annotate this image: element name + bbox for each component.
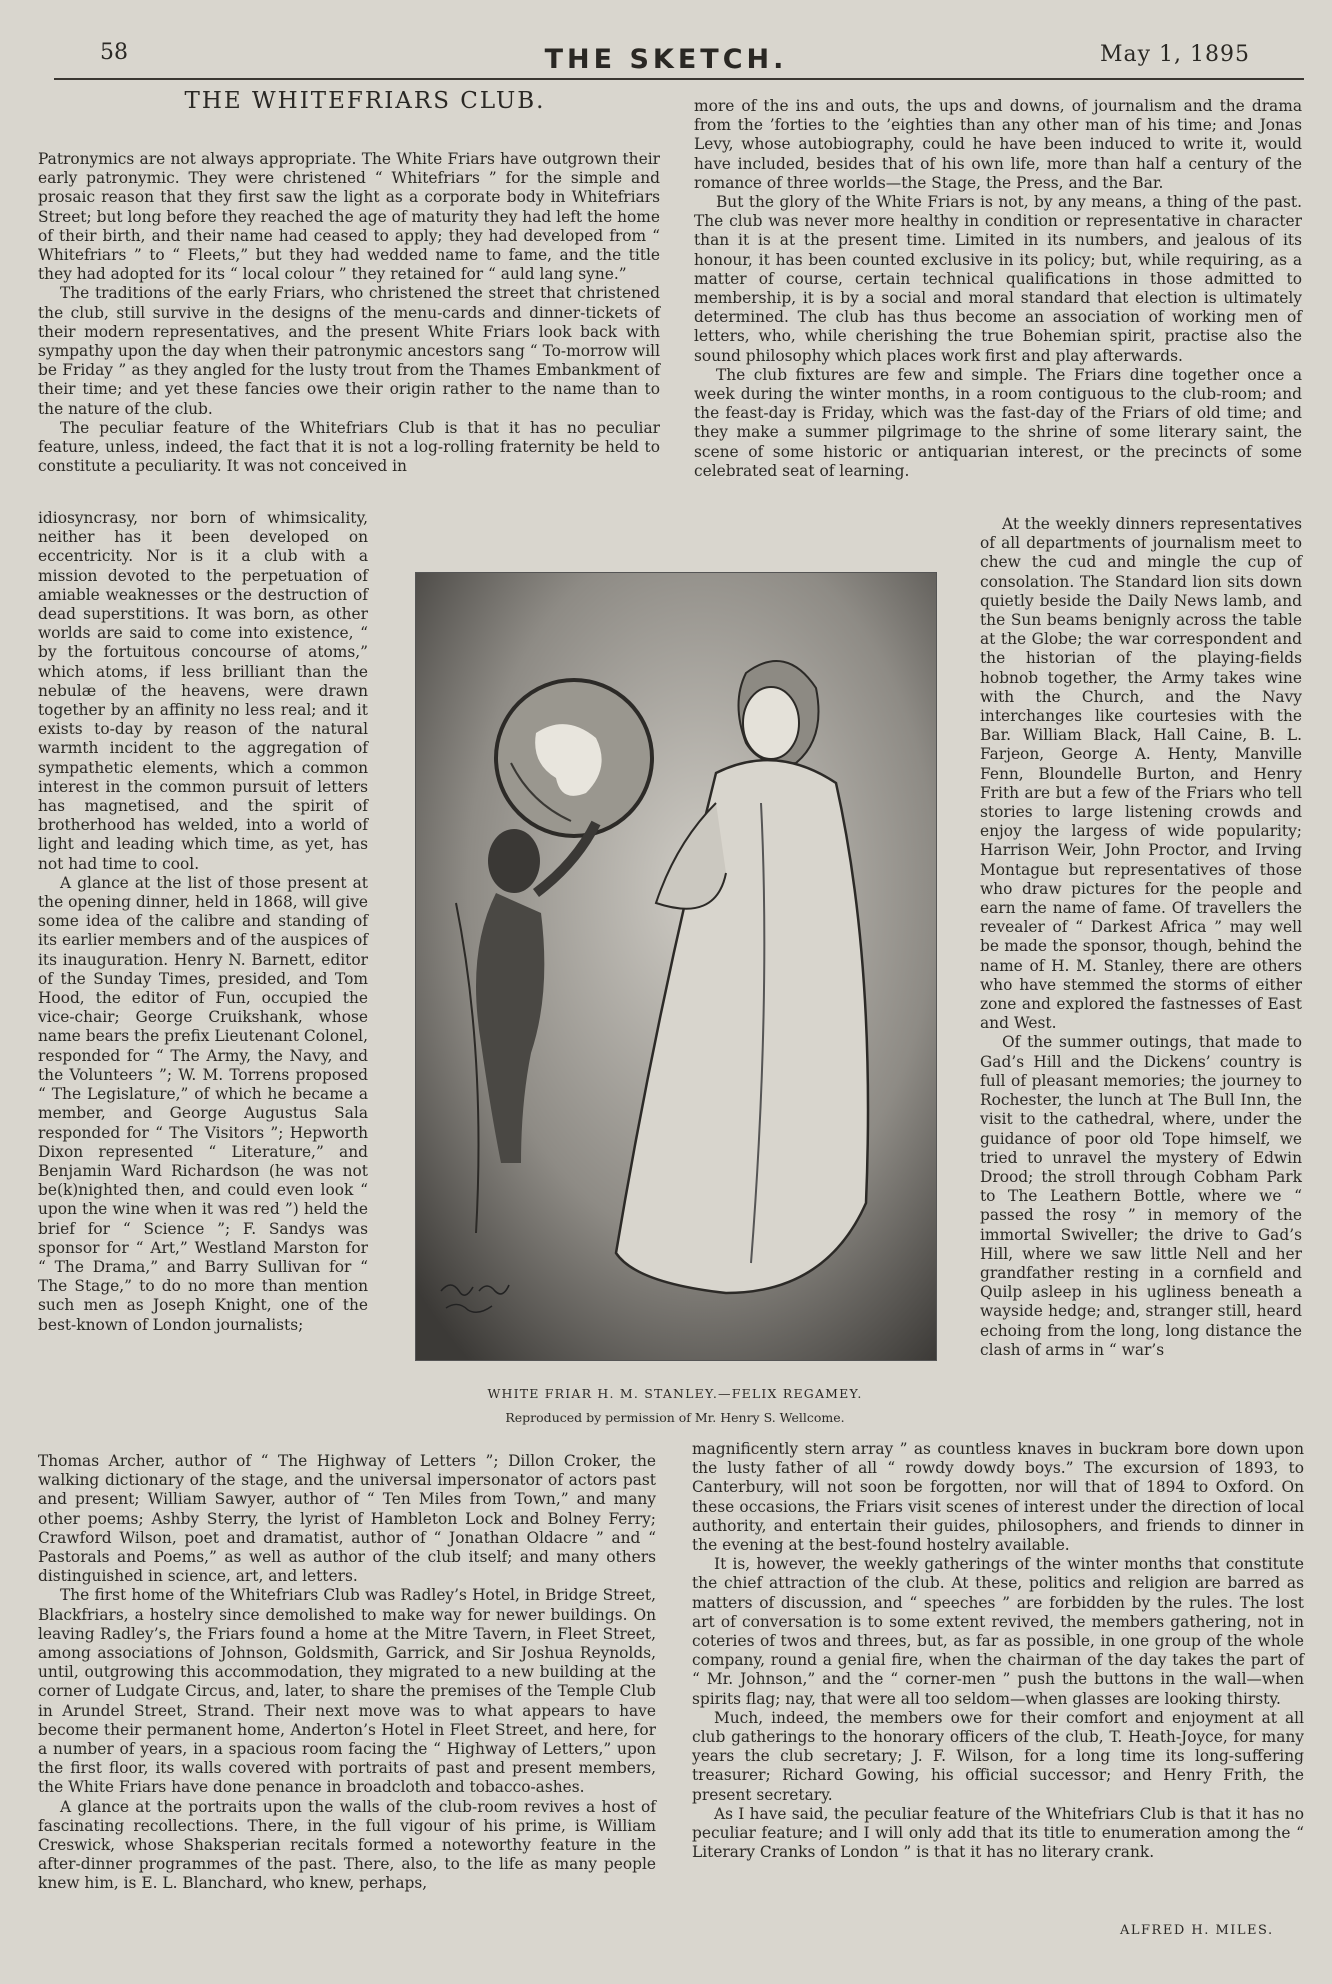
left-column-narrow: [38, 509, 368, 1335]
issue-date: May 1, 1895: [1099, 42, 1250, 67]
paragraph: As I have said, the peculiar feature of the Whitefriars Club is that it has no peculiar feature; and I will only add that its title to enumeration among the “ Literary Cranks of London ” is that it has no literary crank.: [692, 1804, 1304, 1862]
paragraph: The club fixtures are few and simple. The Friars dine together once a week during the winter months, in a room contiguous to the club-room; and the feast-day is Friday, which was the fast-day of the Friars of old time; and they make a summer pilgrimage to the shrine of some literary saint, the scene of some historic or antiquarian interest, or the precincts of some celebrated seat of learning.: [694, 365, 1302, 480]
article-title: THE WHITEFRIARS CLUB.: [184, 88, 546, 114]
paragraph: The peculiar feature of the Whitefriars Club is that it has no peculiar feature, unless, indeed, the fact that it is not a log-rolling fraternity be held to constitute a peculiarity. It was not conceived in: [38, 418, 660, 476]
globe-drawing: [496, 680, 652, 836]
right-column-top: [694, 97, 1302, 481]
paragraph: It is, however, the weekly gatherings of the winter months that constitute the chief attraction of the club. At these, politics and religion are barred as matters of discussion, and “ speeches ” are forbidden by the rules. The lost art of conversation is to some extent revived, the members gathering, not in coteries of twos and threes, but, as far as possible, in one group of the whole company, round a genial fire, when the chairman of the day takes the part of “ Mr. Johnson,” and the “ corner-men ” push the buttons in the wall—when spirits flag; nay, that were all too seldom—when glasses are looking thirsty.: [692, 1555, 1304, 1708]
paragraph: more of the ins and outs, the ups and downs, of journalism and the drama from the ’forties to the ’eighties than any other man of his time; and Jonas Levy, whose autobiography, could he have been induced to write it, would have included, besides that of his own life, more than half a century of the romance of three worlds—the Stage, the Press, and the Bar.: [694, 97, 1302, 192]
paragraph: Patronymics are not always appropriate. The White Friars have outgrown their early patronymic. They were christened “ Whitefriars ” for the simple and prosaic reason that they first saw the light as a corporate body in Whitefriars Street; but long before they reached the age of maturity they had left the home of their birth, and their name had ceased to apply; they had developed from “ Whitefriars ” to “ Fleets,” but they had wedded name to fame, and the title they had adopted for its “ local colour ” they retained for “ auld lang syne.”: [38, 150, 660, 284]
right-column-bottom: [692, 1440, 1304, 1862]
paragraph: Of the summer outings, that made to Gad’s Hill and the Dickens’ country is full of pleasant memories; the journey to Rochester, the lunch at The Bull Inn, the visit to the cathedral, where, under the guidance of poor old Tope himself, we tried to unravel the mystery of Edwin Drood; the stroll through Cobham Park to The Leathern Bottle, where we “ passed the rosy ” in memory of the immortal Swiveller; the drive to Gad’s Hill, where we saw little Nell and her grandfather resting in a cornfield and Quilp asleep in his ugliness beneath a wayside hedge; and, stranger still, heard echoing from the long, long distance the clash of arms in “ war’s: [980, 1033, 1302, 1359]
paragraph: Much, indeed, the members owe for their comfort and enjoyment at all club gatherings to the honorary officers of the club, T. Heath-Joyce, for many years the club secretary; J. F. Wilson, for a long time its long-suffering treasurer; Richard Gowing, his official successor; and Henry Frith, the present secretary.: [692, 1708, 1304, 1804]
author-signature: ALFRED H. MILES.: [1120, 1923, 1274, 1938]
paragraph: The traditions of the early Friars, who christened the street that christened the club, still survive in the designs of the menu-cards and dinner-tickets of their modern representatives, and the present White Friars look back with sympathy upon the day when their patronymic ancestors sang “ To-morrow will be Friday ” as they angled for the lusty trout from the Thames Embankment of their time; and yet these fancies owe their origin rather to the name than to the nature of the club.: [38, 284, 660, 418]
paragraph: But the glory of the White Friars is not, by any means, a thing of the past. The club was never more healthy in condition or representative in character than it is at the present time. Limited in its numbers, and jealous of its honour, it has been counted exclusive in its policy; but, while requiring, as a matter of course, certain technical qualifications in those admitted to membership, it is by a social and moral standard that election is ultimately determined. The club has thus become an association of working men of letters, who, while cherishing the true Bohemian spirit, practise also the sound philosophy which places work first and play afterwards.: [694, 193, 1302, 365]
page-number: 58: [100, 40, 128, 65]
paragraph: A glance at the list of those present at the opening dinner, held in 1868, will give some idea of the calibre and standing of its earlier members and of the auspices of its inauguration. Henry N. Barnett, editor of the Sunday Times, presided, and Tom Hood, the editor of Fun, occupied the vice-chair; George Cruikshank, whose name bears the prefix Lieutenant Colonel, responded for “ The Army, the Navy, and the Volunteers ”; W. M. Torrens proposed “ The Legislature,” of which he became a member, and George Augustus Sala responded for “ The Visitors ”; Hepworth Dixon represented “ Literature,” and Benjamin Ward Richardson (he was not be(k)nighted then, and could even look “ upon the wine when it was red ”) held the brief for “ Science ”; F. Sandys was sponsor for “ Art,” Westland Marston for “ The Drama,” and Barry Sullivan for “ The Stage,” to do no more than mention such men as Joseph Knight, one of the best-known of London journalists;: [38, 873, 368, 1334]
illustration: [415, 572, 937, 1361]
paragraph: The first home of the Whitefriars Club was Radley’s Hotel, in Bridge Street, Blackfriars, a hostelry since demolished to make way for newer buildings. On leaving Radley’s, the Friars found a home at the Mitre Tavern, in Fleet Street, among associations of Johnson, Goldsmith, Garrick, and Sir Joshua Reynolds, until, outgrowing this accommodation, they migrated to a new building at the corner of Ludgate Circus, and, later, to share the premises of the Temple Club in Arundel Street, Strand. Their next move was to what appears to have become their permanent home, Anderton’s Hotel in Fleet Street, and here, for a number of years, in a spacious room facing the “ Highway of Letters,” upon the first floor, its walls covered with portraits of past and present members, the White Friars have done penance in broadcloth and tobacco-ashes.: [38, 1586, 656, 1797]
paragraph: A glance at the portraits upon the walls of the club-room revives a host of fascinating recollections. There, in the full vigour of his prime, is William Creswick, whose Shaksperian recitals formed a noteworthy feature in the after-dinner programmes of the past. There, also, to the life as many people knew him, is E. L. Blanchard, who knew, perhaps,: [38, 1797, 656, 1893]
left-column-top: [38, 150, 660, 476]
paragraph: magnificently stern array ” as countless knaves in buckram bore down upon the lusty father of all “ rowdy dowdy boys.” The excursion of 1893, to Canterbury, will not soon be forgotten, nor will that of 1894 to Oxford. On these occasions, the Friars visit scenes of interest under the direction of local authority, and entertain their guides, philosophers, and friends to dinner in the evening at the best-found hostelry available.: [692, 1440, 1304, 1555]
paragraph: Thomas Archer, author of “ The Highway of Letters ”; Dillon Croker, the walking dictionary of the stage, and the universal impersonator of actors past and present; William Sawyer, author of “ Ten Miles from Town,” and many other poems; Ashby Sterry, the lyrist of Hambleton Lock and Bolney Ferry; Crawford Wilson, poet and dramatist, author of “ Jonathan Oldacre ” and “ Pastorals and Poems,” as well as author of the club itself; and many others distinguished in science, art, and letters.: [38, 1452, 656, 1586]
illustration-drawing: [416, 573, 936, 1360]
header-rule: [54, 78, 1304, 80]
paragraph: At the weekly dinners representatives of all departments of journalism meet to chew the cud and mingle the cup of consolation. The Standard lion sits down quietly beside the Daily News lamb, and the Sun beams benignly across the table at the Globe; the war correspondent and the historian of the playing-fields hobnob together, the Army takes wine with the Church, and the Navy interchanges like courtesies with the Bar. William Black, Hall Caine, B. L. Farjeon, George A. Henty, Manville Fenn, Bloundelle Burton, and Henry Frith are but a few of the Friars who tell stories to large listening crowds and enjoy the largess of wide popularity; Harrison Weir, John Proctor, and Irving Montague but representatives of those who draw pictures for the people and earn the name of fame. Of travellers the revealer of “ Darkest Africa ” may well be made the sponsor, though, behind the name of H. M. Stanley, there are others who have stemmed the storms of either zone and explored the fastnesses of East and West.: [980, 515, 1302, 1033]
illustration-credit: Reproduced by permission of Mr. Henry S. Wellcome.: [505, 1410, 845, 1425]
left-column-bottom: [38, 1452, 656, 1894]
masthead: THE SKETCH.: [544, 44, 788, 75]
right-column-narrow: [980, 515, 1302, 1360]
paragraph: idiosyncrasy, nor born of whimsicality, neither has it been developed on eccentricity. Nor is it a club with a mission devoted to the perpetuation of amiable weaknesses or the destruction of dead superstitions. It was born, as other worlds are said to come into existence, “ by the fortuitous concourse of atoms,” which atoms, if less brilliant than the nebulæ of the heavens, were drawn together by an affinity no less real; and it exists to-day by reason of the natural warmth incident to the aggregation of sympathetic elements, which a common interest in the common pursuit of letters has magnetised, and the spirit of brotherhood has welded, into a world of light and leading which time, as yet, has not had time to cool.: [38, 509, 368, 873]
illustration-caption: WHITE FRIAR H. M. STANLEY.—FELIX REGAMEY.: [487, 1386, 863, 1401]
page-header: [0, 40, 1332, 80]
